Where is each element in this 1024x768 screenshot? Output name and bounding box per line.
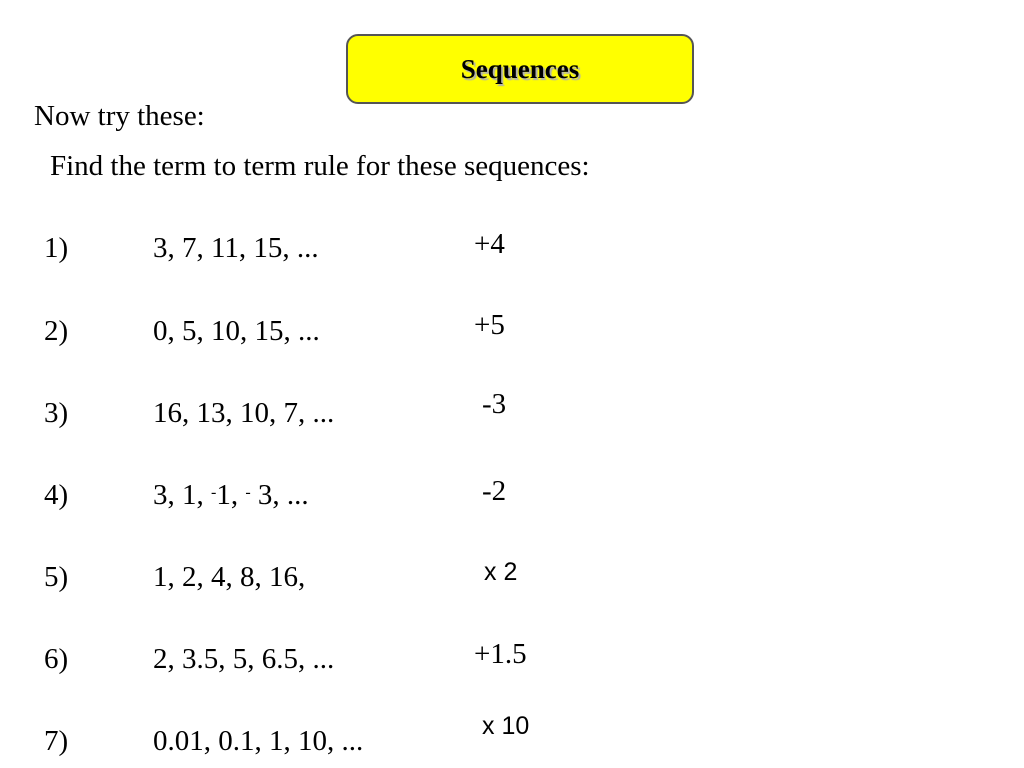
page-title: Sequences [460, 53, 580, 84]
instruction-text: Find the term to term rule for these sequences: [50, 150, 590, 182]
sequence-part: 3, ... [250, 479, 309, 511]
question-number: 7) [44, 725, 69, 757]
question-number: 5) [44, 561, 69, 593]
intro-text: Now try these: [34, 100, 205, 132]
question-sequence: 0.01, 0.1, 1, 10, ... [153, 725, 364, 757]
question-answer: -2 [482, 475, 507, 507]
question-number: 3) [44, 397, 69, 429]
question-answer: +4 [474, 228, 505, 260]
negative-sign: - [245, 484, 251, 501]
question-answer: x 10 [482, 712, 530, 740]
question-sequence [153, 477, 309, 513]
negative-sign: - [211, 484, 217, 501]
question-sequence: 2, 3.5, 5, 6.5, ... [153, 643, 335, 675]
question-sequence: 3, 7, 11, 15, ... [153, 232, 319, 264]
question-number: 2) [44, 315, 69, 347]
question-answer: +5 [474, 309, 505, 341]
question-number: 6) [44, 643, 69, 675]
question-number: 1) [44, 232, 69, 264]
title-box [346, 34, 694, 104]
question-answer: x 2 [484, 558, 518, 586]
question-sequence: 16, 13, 10, 7, ... [153, 397, 335, 429]
sequence-part: 3, 1, [153, 479, 211, 511]
question-answer: -3 [482, 388, 507, 420]
question-number: 4) [44, 479, 69, 511]
question-answer: +1.5 [474, 638, 527, 670]
sequence-part: 1, [216, 479, 246, 511]
question-sequence: 1, 2, 4, 8, 16, [153, 561, 306, 593]
question-sequence: 0, 5, 10, 15, ... [153, 315, 320, 347]
